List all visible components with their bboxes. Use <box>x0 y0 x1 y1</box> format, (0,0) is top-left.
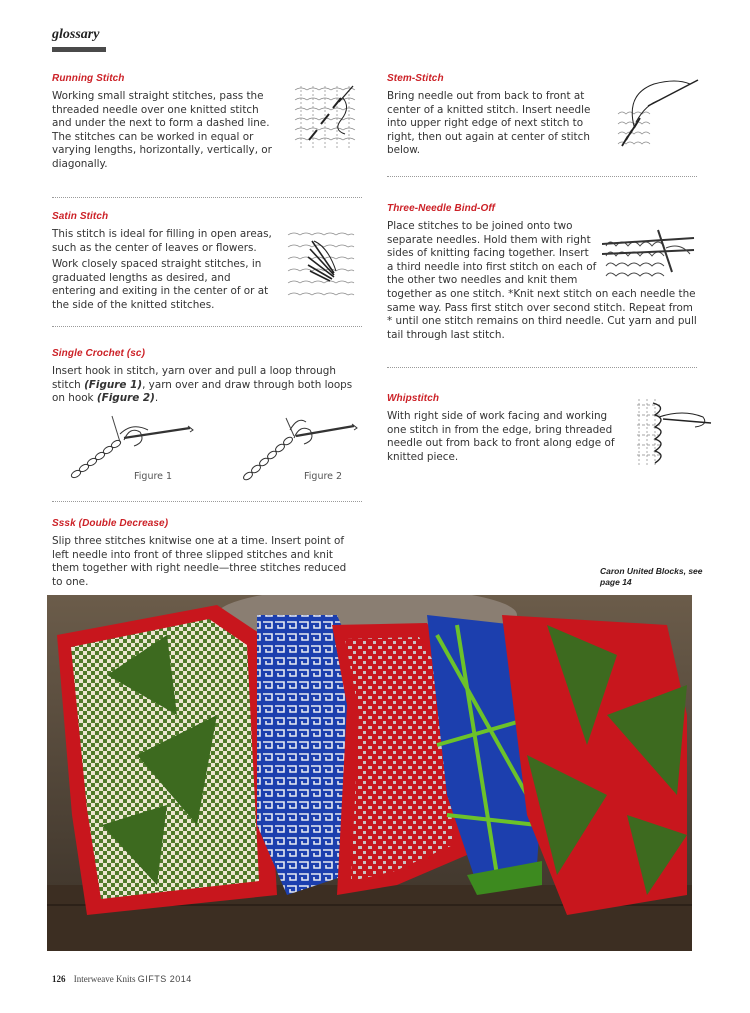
stem-stitch-illustration <box>614 74 700 154</box>
single-crochet-text-c: . <box>154 392 159 405</box>
single-crochet-heading: Single Crochet (sc) <box>52 348 146 359</box>
single-crochet-text <box>52 365 362 406</box>
satin-stitch-text-2: Work closely spaced straight stitches, in graduated lengths as desired, and entering and exiting in the center of or at the side of the knitted stitches. <box>52 258 269 311</box>
entry-sssk <box>52 518 352 592</box>
entry-single-crochet <box>52 348 362 409</box>
single-crochet-figure-1 <box>62 408 202 488</box>
sssk-heading: Sssk (Double Decrease) <box>52 518 169 529</box>
divider-1 <box>52 197 362 198</box>
whipstitch-heading: Whipstitch <box>387 393 440 404</box>
entry-whipstitch <box>387 393 627 467</box>
running-stitch-heading: Running Stitch <box>52 73 125 84</box>
three-needle-illustration <box>602 224 700 286</box>
satin-stitch-heading: Satin Stitch <box>52 211 109 222</box>
divider-5 <box>387 367 697 368</box>
running-stitch-illustration <box>291 84 357 152</box>
three-needle-text: Place stitches to be joined onto two separate needles. Hold them with right sides of knitting facing together. Insert a third needle into first stitch on each of the other two needles and knit them together as one stitch. *Knit next stitch on each needle the same way. Pass first stitch over second stitch. Repeat from * until one stitch remains on third needle. Cut yarn and pull tail through last stitch. <box>387 220 697 341</box>
figure-1-caption: Figure 1 <box>134 471 173 482</box>
divider-4 <box>387 176 697 177</box>
magazine-name: Interweave Knits <box>73 974 136 984</box>
divider-2 <box>52 326 362 327</box>
single-crochet-text-b: , yarn over and draw through both loops on hook <box>52 378 353 405</box>
stem-stitch-heading: Stem-Stitch <box>387 73 444 84</box>
issue-name: GIFTS 2014 <box>137 974 192 984</box>
three-needle-heading: Three-Needle Bind-Off <box>387 203 496 214</box>
sssk-text: Slip three stitches knitwise one at a time. Insert point of left needle into front of three slipped stitches and knit them together with right needle—three stitches reduced to one. <box>52 535 347 588</box>
whipstitch-text: With right side of work facing and working one stitch in from the edge, bring threaded needle out from back to front along edge of knitted piece. <box>387 410 615 463</box>
satin-stitch-text-1: This stitch is ideal for filling in open areas, such as the center of leaves or flowers. <box>52 228 272 254</box>
stem-stitch-text: Bring needle out from back to front at center of a knitted stitch. Insert needle into upper right edge of next stitch to right, then out again at center of stitch below. <box>387 90 591 157</box>
section-title: glossary <box>52 27 100 42</box>
page-footer <box>52 974 192 984</box>
satin-stitch-illustration <box>284 227 356 303</box>
single-crochet-figure-2 <box>234 408 364 488</box>
entry-satin-stitch <box>52 211 274 316</box>
figure-2-ref: (Figure 2) <box>96 392 155 405</box>
blankets-photo <box>47 595 692 951</box>
entry-stem-stitch <box>387 73 613 161</box>
single-crochet-text-a: Insert hook in stitch, yarn over and pull a loop through stitch <box>52 365 336 391</box>
figure-1-ref: (Figure 1) <box>84 378 143 391</box>
whipstitch-illustration <box>633 395 713 469</box>
page-number: 126 <box>52 974 66 984</box>
photo-caption: Caron United Blocks, see page 14 <box>600 566 703 587</box>
divider-3 <box>52 501 362 502</box>
running-stitch-text: Working small straight stitches, pass the threaded needle over one knitted stitch and under the next to form a dashed line. The stitches can be worked in equal or varying lengths, horizontally, vertically, or diagonally. <box>52 90 272 170</box>
entry-running-stitch <box>52 73 280 175</box>
figure-2-caption: Figure 2 <box>304 471 343 482</box>
section-rule <box>52 47 106 52</box>
